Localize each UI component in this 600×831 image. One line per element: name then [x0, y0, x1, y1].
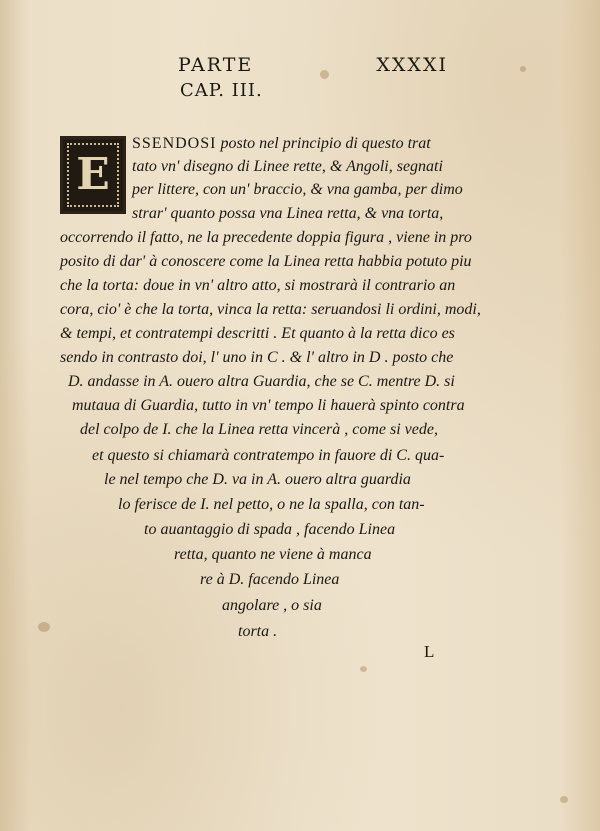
- initial-letter: E: [76, 149, 110, 200]
- signature-mark: L: [424, 642, 435, 661]
- text-line: to auantaggio di spada , facendo Linea: [144, 521, 396, 538]
- text-line: & tempi, et contratempi descritti . Et quanto à la retta dico es: [60, 325, 455, 342]
- page-stain: [560, 796, 568, 803]
- text-line: strar' quanto possa vna Linea retta, & vna torta,: [132, 205, 444, 222]
- text-line: [132, 134, 431, 154]
- page-stain: [360, 666, 367, 672]
- chapter-heading: CAP. III.: [180, 80, 263, 101]
- text-line: re à D. facendo Linea: [200, 571, 340, 588]
- text-line: retta, quanto ne viene à manca: [174, 546, 372, 563]
- header-part-label: PARTE: [178, 54, 254, 76]
- text-line: lo ferisce de I. nel petto, o ne la spalla, con tan-: [118, 496, 425, 513]
- text-line: et questo si chiamarà contratempo in fauore di C. qua-: [92, 447, 445, 464]
- running-header: [178, 54, 448, 76]
- text-line: angolare , o sia: [222, 597, 322, 614]
- text-line-rest: posto nel principio di questo trat: [216, 135, 431, 152]
- text-line: occorrendo il fatto, ne la precedente doppia figura , viene in pro: [60, 229, 472, 246]
- text-line: torta .: [238, 623, 278, 640]
- text-line: per littere, con un' braccio, & vna gamba, per dimo: [132, 181, 463, 198]
- text-line: D. andasse in A. ouero altra Guardia, che se C. mentre D. si: [68, 373, 455, 390]
- text-line: tato vn' disegno di Linee rette, & Angoli, segnati: [132, 158, 443, 175]
- text-line: che la torta: doue in vn' altro atto, si mostrarà il contrario an: [60, 277, 456, 294]
- page-stain: [520, 66, 526, 72]
- decorated-initial: [60, 136, 126, 214]
- opening-word: SSENDOSI: [132, 135, 217, 152]
- text-line: sendo in contrasto doi, l' uno in C . & l' altro in D . posto che: [60, 349, 454, 366]
- text-line: mutaua di Guardia, tutto in vn' tempo li hauerà spinto contra: [72, 397, 465, 414]
- page-stain: [38, 622, 50, 632]
- text-line: cora, cio' è che la torta, vinca la retta: seruandosi li ordini, modi,: [60, 301, 481, 318]
- text-line: del colpo de I. che la Linea retta vincerà , come si vede,: [80, 421, 438, 438]
- text-line: le nel tempo che D. va in A. ouero altra guardia: [104, 471, 411, 488]
- text-line: posito di dar' à conoscere come la Linea retta habbia potuto piu: [60, 253, 472, 270]
- initial-frame: [67, 143, 119, 207]
- folio-number: XXXXI: [376, 54, 448, 76]
